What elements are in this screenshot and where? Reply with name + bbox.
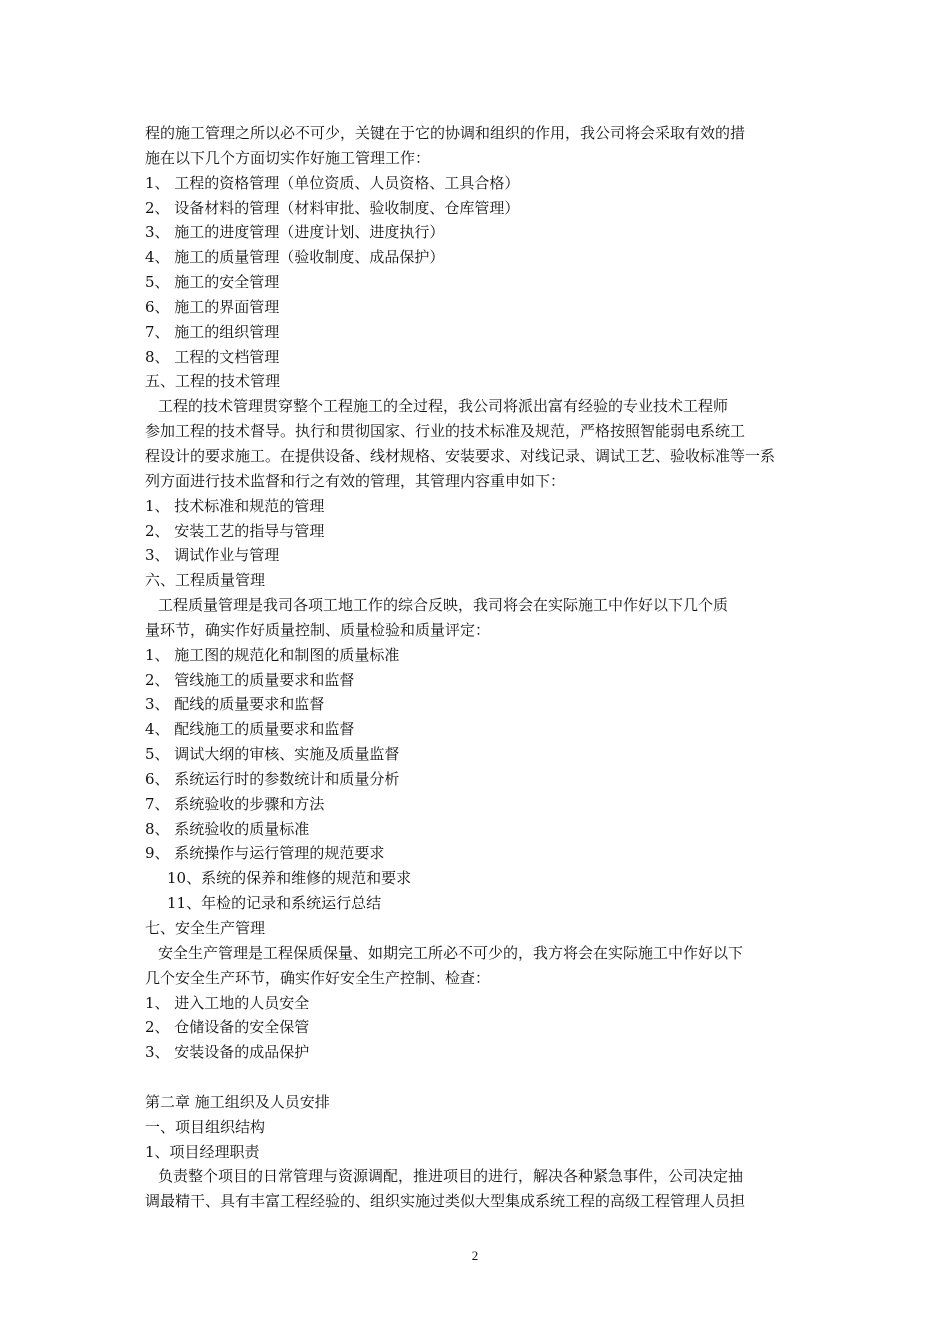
text-line: 工程的技术管理贯穿整个工程施工的全过程，我公司将派出富有经验的专业技术工程师 xyxy=(158,397,729,416)
text-line: 10、系统的保养和维修的规范和要求 xyxy=(167,869,412,888)
text-line: 7、 系统验收的步骤和方法 xyxy=(145,794,325,813)
text-line: 五、工程的技术管理 xyxy=(145,372,281,391)
text-line: 7、 施工的组织管理 xyxy=(145,322,280,341)
text-line: 六、工程质量管理 xyxy=(145,571,266,590)
text-line: 一、项目组织结构 xyxy=(145,1117,266,1136)
page-number: 2 xyxy=(471,1248,479,1263)
text-line: 列方面进行技术监督和行之有效的管理，其管理内容重申如下： xyxy=(145,471,566,490)
text-line: 施在以下几个方面切实作好施工管理工作： xyxy=(145,148,431,167)
text-line: 3、 调试作业与管理 xyxy=(145,546,280,565)
text-line: 1、 工程的资格管理（单位资质、人员资格、工具合格） xyxy=(145,173,520,192)
text-line: 11、年检的记录和系统运行总结 xyxy=(167,894,382,913)
text-line: 2、 安装工艺的指导与管理 xyxy=(145,521,325,540)
text-line: 4、 施工的质量管理（验收制度、成品保护） xyxy=(145,248,445,267)
text-line: 调最精干、具有丰富工程经验的、组织实施过类似大型集成系统工程的高级工程管理人员担 xyxy=(145,1192,746,1211)
text-line: 工程质量管理是我司各项工地工作的综合反映，我司将会在实际施工中作好以下几个质 xyxy=(158,596,729,615)
text-line: 6、 系统运行时的参数统计和质量分析 xyxy=(145,769,400,788)
text-line: 2、 仓储设备的安全保管 xyxy=(145,1018,310,1037)
text-line: 9、 系统操作与运行管理的规范要求 xyxy=(145,844,385,863)
text-line: 第二章 施工组织及人员安排 xyxy=(145,1092,330,1111)
document-body xyxy=(145,121,810,1214)
text-line: 5、 调试大纲的审核、实施及质量监督 xyxy=(145,745,400,764)
text-line: 1、 施工图的规范化和制图的质量标准 xyxy=(145,645,400,664)
text-line: 1、 技术标准和规范的管理 xyxy=(145,496,325,515)
text-line: 负责整个项目的日常管理与资源调配，推进项目的进行，解决各种紧急事件，公司决定抽 xyxy=(158,1167,744,1186)
text-line: 2、 设备材料的管理（材料审批、验收制度、仓库管理） xyxy=(145,198,520,217)
text-line: 5、 施工的安全管理 xyxy=(145,273,280,292)
text-line: 8、 系统验收的质量标准 xyxy=(145,819,310,838)
blank-line xyxy=(145,1065,810,1090)
text-line: 4、 配线施工的质量要求和监督 xyxy=(145,720,355,739)
text-line: 2、 管线施工的质量要求和监督 xyxy=(145,670,355,689)
text-line: 安全生产管理是工程保质保量、如期完工所必不可少的，我方将会在实际施工中作好以下 xyxy=(158,943,744,962)
text-line: 几个安全生产环节，确实作好安全生产控制、检查： xyxy=(145,968,491,987)
text-line: 3、 施工的进度管理（进度计划、进度执行） xyxy=(145,223,445,242)
text-line: 七、安全生产管理 xyxy=(145,919,266,937)
text-line: 程的施工管理之所以必不可少，关键在于它的协调和组织的作用，我公司将会采取有效的措 xyxy=(145,124,746,142)
text-line: 3、 安装设备的成品保护 xyxy=(145,1043,310,1062)
text-line: 3、 配线的质量要求和监督 xyxy=(145,695,325,714)
text-line: 程设计的要求施工。在提供设备、线材规格、安装要求、对线记录、调试工艺、验收标准等一系 xyxy=(145,446,776,465)
text-line: 8、 工程的文档管理 xyxy=(145,347,280,366)
text-line: 参加工程的技术督导。执行和贯彻国家、行业的技术标准及规范，严格按照智能弱电系统工 xyxy=(145,422,746,441)
text-line: 1、 进入工地的人员安全 xyxy=(145,993,310,1012)
text-line: 1、项目经理职责 xyxy=(145,1142,260,1161)
text-line: 6、 施工的界面管理 xyxy=(145,297,280,316)
text-line: 量环节，确实作好质量控制、质量检验和质量评定： xyxy=(145,620,491,639)
